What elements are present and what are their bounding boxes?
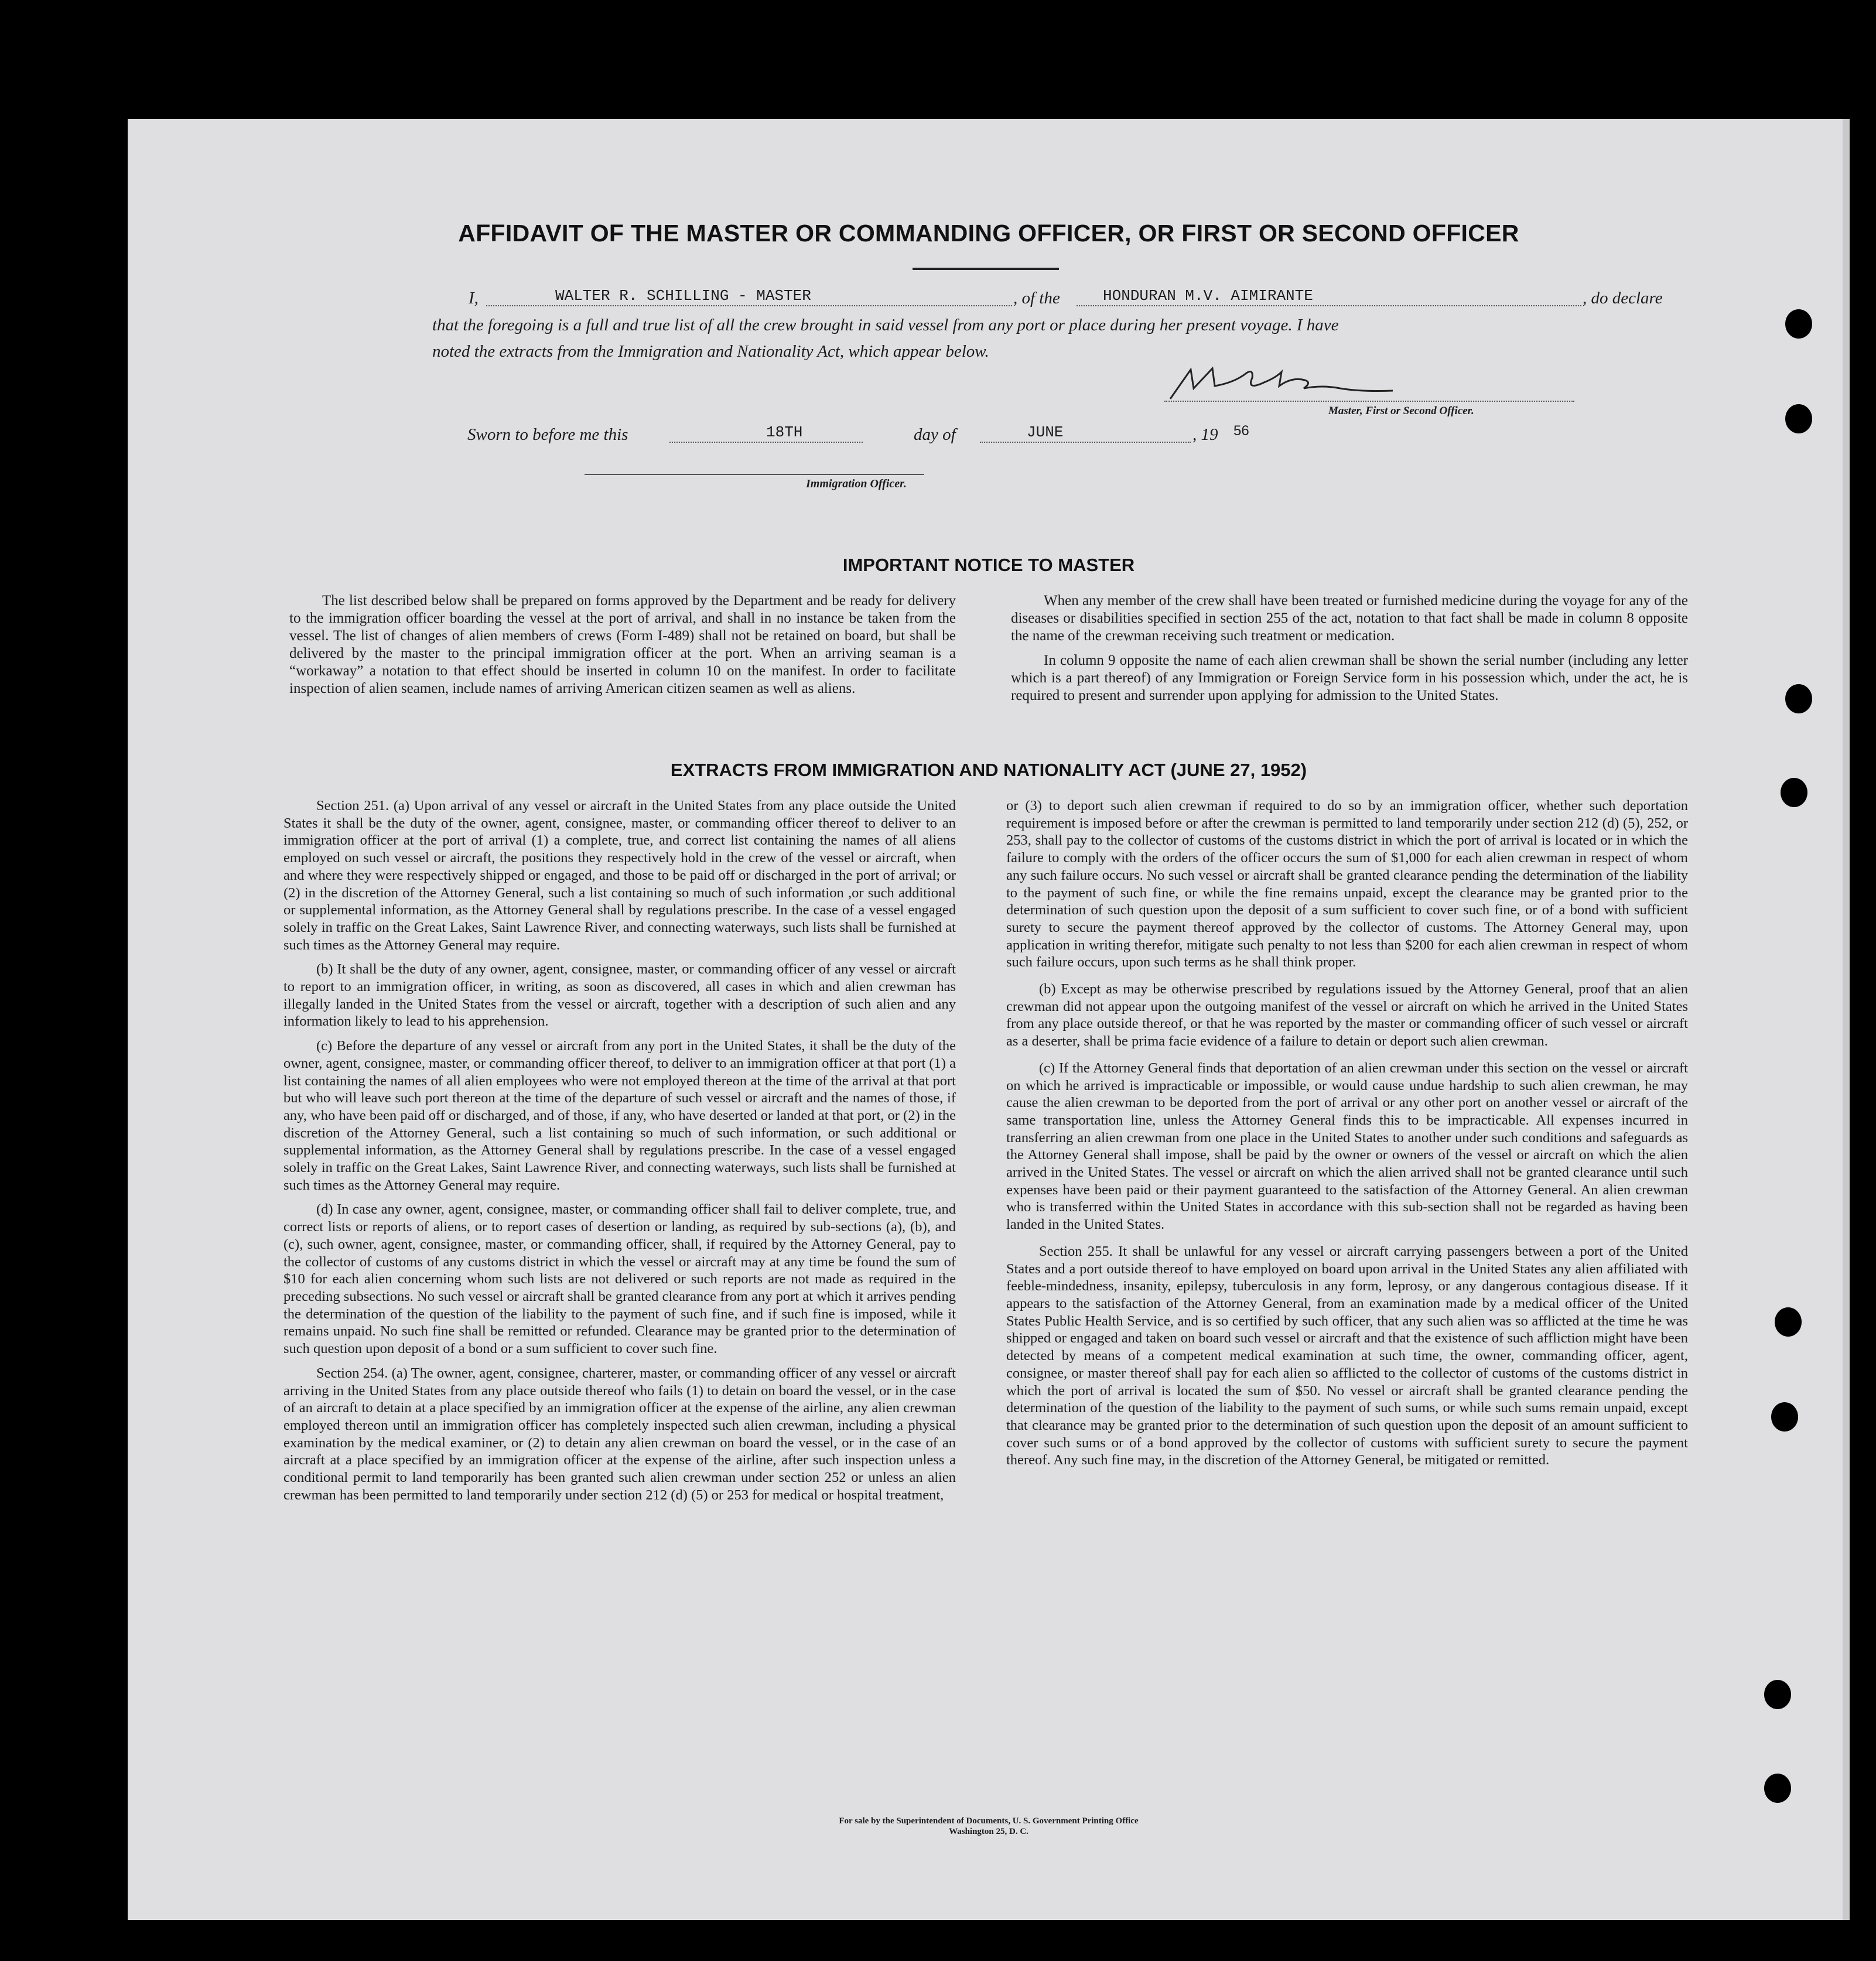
binder-hole [1785, 684, 1812, 713]
extract-paragraph: (c) If the Attorney General finds that deportation of an alien crewman under this section on the vessel or aircraft on which he arrived is impracticable or impossible, or would cause undue hardship to such alien crewman, he may cause the alien crewman to be deported from the port of arrival or any other port on another vessel or aircraft of the same transportation line, unless the Attorney General finds this to be impracticable. All expenses incurred in transferring an alien crewman from one place in the United States to another under such conditions and safeguards as the Attorney General shall impose, shall be paid by the owner or owners of the vessel or aircraft on which the alien arrived in the United States. The vessel or aircraft on which the alien arrived shall not be granted clearance until such expenses have been paid or their payment guaranteed to the satisfaction of the Attorney General. An alien crewman who is transferred within the United States in accordance with this sub-section shall not be regarded as having been landed in the United States. [1006, 1060, 1688, 1233]
document-page [128, 119, 1850, 1920]
extracts-heading: EXTRACTS FROM IMMIGRATION AND NATIONALITY ACT (JUNE 27, 1952) [670, 760, 1307, 780]
binder-hole [1781, 778, 1807, 807]
do-declare-label: , do declare [1583, 289, 1663, 308]
master-signature [1159, 365, 1405, 406]
printing-office-footer [128, 1816, 1850, 1837]
signature-caption: Master, First or Second Officer. [1328, 405, 1474, 417]
sworn-month: JUNE [1027, 423, 1064, 441]
declarant-name: WALTER R. SCHILLING - MASTER [555, 287, 811, 305]
binder-hole [1775, 1307, 1802, 1337]
vessel-name: HONDURAN M.V. AIMIRANTE [1103, 287, 1313, 305]
notice-left-paragraph: The list described below shall be prepared on forms approved by the Department and be ready for delivery to the immigration officer boarding the vessel at the port of arrival, and shall in no instance be taken from the vessel. The list of changes of alien members of crews (Form I-489) shall not be retained on board, but shall be delivered by the master to the principal immigration officer at the port. When an arriving seaman is a “workaway” a notation to that effect should be inserted in column 10 on the manifest. In order to facilitate inspection of alien seamen, include names of arriving American citizen seamen as well as aliens. [289, 593, 956, 696]
sworn-label: Sworn to before me this [467, 425, 628, 444]
binder-hole [1771, 1402, 1798, 1432]
binder-hole [1764, 1680, 1791, 1709]
extracts-right-column [1006, 797, 1688, 1476]
immigration-officer-line [585, 474, 924, 475]
affidavit-title: AFFIDAVIT OF THE MASTER OR COMMANDING OFFICER, OR FIRST OR SECOND OFFICER [458, 220, 1519, 247]
extract-paragraph: Section 251. (a) Upon arrival of any vessel or aircraft in the United States from any place outside the United States it shall be the duty of the owner, agent, consignee, master, or commanding officer thereof to deliver to an immigration officer at the port of arrival (1) a complete, true, and correct list containing the names of all aliens employed on such vessel or aircraft, the positions they respectively hold in the crew of the vessel or aircraft, when and where they were respectively shipped or engaged, and those to be paid off or discharged in the port of arrival; or (2) in the discretion of the Attorney General, such a list containing so much of such information ,or such additional or supplemental information, as the Attorney General shall by regulations prescribe. In the case of a vessel engaged solely in traffic on the Great Lakes, Saint Lawrence River, and connecting waterways, such lists shall be furnished at such times as the Attorney General may require. [283, 798, 956, 953]
binder-hole [1785, 309, 1812, 339]
footer-line-1: For sale by the Superintendent of Documents, U. S. Government Printing Office [839, 1816, 1139, 1826]
notice-right-column [1011, 592, 1688, 712]
notice-heading: IMPORTANT NOTICE TO MASTER [842, 555, 1135, 575]
extract-paragraph: (d) In case any owner, agent, consignee, master, or commanding officer shall fail to deliver complete, true, and correct lists or reports of aliens, or to report cases of desertion or landing, as required by sub-sections (a), (b), and (c), such owner, agent, consignee, master, or commanding officer, shall, if required by the Attorney General, pay to the collector of customs of any customs district in which the vessel or aircraft may at any time be found the sum of $10 for each alien concerning whom such lists are not delivered or such reports are not made as required in the preceding subsections. No such vessel or aircraft shall be granted clearance from any port at which it arrives pending the determination of the question of the liability to the payment of such fine, and if such fine is imposed, while it remains unpaid. No such fine shall be remitted or refunded. Clearance may be granted prior to the determination of such question upon deposit of a bond or a sum sufficient to cover such fine. [283, 1201, 956, 1357]
page-edge [1843, 119, 1850, 1920]
sworn-day: 18TH [766, 423, 803, 441]
year-prefix: , 19 [1192, 425, 1218, 444]
i-label: I, [469, 289, 479, 308]
extract-paragraph: (b) Except as may be otherwise prescribed by regulations issued by the Attorney General, proof that an alien crewman did not appear upon the outgoing manifest of the vessel or aircraft on which he arrived in the United States from any place outside thereof, or that he was reported by the master or commanding officer of such vessel or aircraft as a deserter, shall be prima facie evidence of a failure to detain or deport such alien crewman. [1006, 981, 1688, 1050]
immigration-officer-caption: Immigration Officer. [806, 477, 907, 490]
extract-paragraph: or (3) to deport such alien crewman if required to do so by an immigration officer, whether such deportation requirement is imposed before or after the crewman is permitted to land temporarily under section 212 (d) (5), 252, or 253, shall pay to the collector of customs of the customs district in which the port of arrival is located or in which the failure to comply with the orders of the officer occurs the sum of $1,000 for each alien crewman in respect of whom any such failure occurs. No such vessel or aircraft shall be granted clearance pending the determination of the liability to the payment of such fine, or while the fine remains unpaid, except the clearance may be granted prior to the determination of such question upon the deposit of a sum sufficient to cover such fine, or of a bond with sufficient surety to secure the payment thereof approved by the collector of customs. The Attorney General may, upon application in writing therefor, mitigate such penalty to not less than $200 for each alien crewman in respect of whom such failure occurs, upon such terms as he shall think proper. [1006, 798, 1688, 971]
vessel-line [1077, 305, 1581, 306]
footer-line-2: Washington 25, D. C. [949, 1827, 1028, 1836]
binder-hole [1764, 1774, 1791, 1803]
of-the-label: , of the [1013, 289, 1060, 308]
extract-paragraph: Section 254. (a) The owner, agent, consignee, charterer, master, or commanding officer of any vessel or aircraft arriving in the United States from any place outside thereof who fails (1) to detain on board the vessel, or in the case of an aircraft to detain at a place specified by an immigration officer at the expense of the airline, any alien crewman employed thereon until an immigration officer has completely inspected such alien crewman, including a physical examination by the medical examiner, or (2) to detain any alien crewman on board the vessel, or in the case of an aircraft at a place specified by an immigration officer at the expense of the airline, after such inspection unless a conditional permit to land temporarily has been granted such alien crewman under section 252 or unless an alien crewman has been permitted to land temporarily under section 212 (d) (5) or 253 for medical or hospital treatment, [283, 1365, 956, 1503]
signature-line [1164, 401, 1574, 402]
title-rule [913, 268, 1059, 270]
day-of-label: day of [914, 425, 956, 444]
binder-hole [1785, 404, 1812, 433]
sworn-month-line [980, 442, 1191, 443]
extract-paragraph: Section 255. It shall be unlawful for any vessel or aircraft carrying passengers between a port of the United States and a port outside thereof to have employed on board upon arrival in the United States any alien affiliated with feeble-mindedness, insanity, epilepsy, tuberculosis in any form, leprosy, or any dangerous contagious disease. If it appears to the satisfaction of the Attorney General, from an examination made by a medical officer of the United States Public Health Service, and is so certified by such officer, that any such alien was so afflicted at the time he was shipped or engaged and taken on board such vessel or aircraft and that the existence of such affliction might have been detected by means of a competent medical examination at such time, the owner, commanding officer, agent, consignee, or master thereof shall pay for each alien so afflicted to the collector of customs of the customs district in which the port of arrival is located the sum of $50. No vessel or aircraft shall be granted clearance pending the determination of the question of the liability to the payment of such sums, or while such sums remain unpaid, except that clearance may be granted prior to the determination of such question upon the deposit of an amount sufficient to cover such sums or of a bond approved by the collector of customs with sufficient surety to secure the payment thereof. Any such fine may, in the discretion of the Attorney General, be mitigated or remitted. [1006, 1243, 1688, 1468]
sworn-day-line [669, 442, 863, 443]
extract-paragraph: (c) Before the departure of any vessel or aircraft from any port in the United States, it shall be the duty of the owner, agent, consignee, master, or commanding officer thereof, to deliver to an immigration officer at that port (1) a list containing the names of all alien employees who were not employed thereon at the time of the arrival at that port but who will leave such port thereon at the time of the departure of such vessel or aircraft and the names of those, if any, who have been paid off or discharged, and of those, if any, who have deserted or landed at that port, or (2) in the discretion of the Attorney General, such a list containing so much of such information, or such additional or supplemental information, as the Attorney General shall by regulations prescribe. In the case of a vessel engaged solely in traffic on the Great Lakes, Saint Lawrence River, and connecting waterways, such lists shall be furnished at such times as the Attorney General may require. [283, 1038, 956, 1193]
extract-paragraph: (b) It shall be the duty of any owner, agent, consignee, master, or commanding officer of any vessel or aircraft to report to an immigration officer, in writing, as soon as discovered, all cases in which and alien crewman has illegally landed in the United States from the vessel or aircraft, together with a description of such alien and any information likely to lead to his apprehension. [283, 961, 956, 1030]
notice-left-column [289, 592, 956, 705]
extracts-left-column [283, 797, 956, 1511]
affidavit-line-3: noted the extracts from the Immigration and Nationality Act, which appear below. [432, 342, 989, 361]
notice-right-paragraph-1: When any member of the crew shall have been treated or furnished medicine during the voyage for any of the diseases or disabilities specified in section 255 of the act, notation to that fact shall be made in column 8 opposite the name of the crewman receiving such treatment or medication. [1011, 593, 1688, 644]
affidavit-line-2: that the foregoing is a full and true list of all the crew brought in said vessel from any port or place during her present voyage. I have [432, 316, 1339, 334]
notice-right-paragraph-2: In column 9 opposite the name of each alien crewman shall be shown the serial number (including any letter which is a part thereof) of any Immigration or Foreign Service form in his possession which, under the act, he is required to present and surrender upon applying for admission to the United States. [1011, 652, 1688, 703]
year-value: 56 [1233, 423, 1249, 439]
declarant-line [486, 305, 1012, 306]
